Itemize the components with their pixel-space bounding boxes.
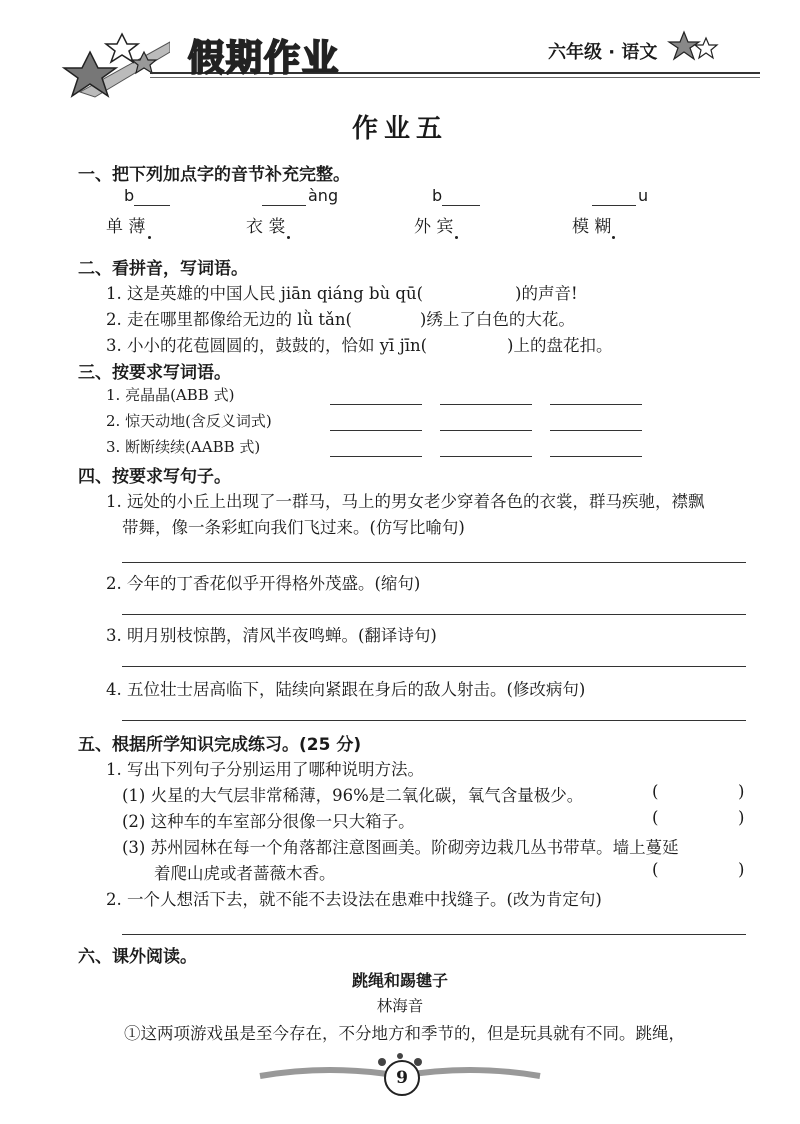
- emphasis-dot: [455, 236, 458, 239]
- section5-s3-line2: 着爬山虎或者蔷薇木香。: [154, 864, 336, 883]
- pinyin-hint-1: b: [124, 186, 135, 205]
- pinyin-blank-2[interactable]: [262, 205, 306, 206]
- section4-q1-line1: 1. 远处的小丘上出现了一群马，马上的男女老少穿着各色的衣裳，群马疾驰，襟飘: [106, 492, 705, 511]
- emphasis-dot: [612, 236, 615, 239]
- answer-blank[interactable]: [440, 444, 532, 457]
- header-title: 假期作业: [188, 38, 341, 79]
- section4-heading: 四、按要求写句子。: [78, 467, 231, 487]
- answer-blank[interactable]: [550, 418, 642, 431]
- answer-blanks: [312, 442, 642, 461]
- paren-open: (: [652, 808, 659, 827]
- answer-line[interactable]: [122, 562, 746, 563]
- item-text: 3. 小小的花苞圆圆的，鼓鼓的，恰如 yī jīn(: [106, 336, 428, 355]
- section5-s2: (2) 这种车的车室部分很像一只大箱子。: [122, 812, 415, 831]
- grade-label: 六年级 · 语文: [548, 42, 658, 63]
- item-label: 1. 亮晶晶(ABB 式): [106, 386, 235, 404]
- word-2: 衣 裳: [246, 217, 286, 237]
- section4-q2: 2. 今年的丁香花似乎开得格外茂盛。(缩句): [106, 574, 421, 593]
- answer-blank[interactable]: [330, 444, 422, 457]
- section5-q2: 2. 一个人想活下去，就不能不去设法在患难中找缝子。(改为肯定句): [106, 890, 602, 909]
- item-text: )绣上了白色的大花。: [419, 310, 575, 329]
- section2-item-3: [106, 332, 612, 356]
- answer-line[interactable]: [122, 720, 746, 721]
- pinyin-hint-4: u: [638, 186, 649, 205]
- answer-box[interactable]: [664, 860, 736, 880]
- section2-item-2: [106, 306, 575, 330]
- answer-blank[interactable]: [550, 392, 642, 405]
- answer-blank[interactable]: [330, 392, 422, 405]
- section5-heading: 五、根据所学知识完成练习。(25 分): [78, 735, 362, 755]
- section4-q1-line2: 带舞，像一条彩虹向我们飞过来。(仿写比喻句): [122, 518, 465, 537]
- paren-close: ): [738, 808, 745, 827]
- emphasis-dot: [148, 236, 151, 239]
- section2-heading: 二、看拼音，写词语。: [78, 259, 248, 279]
- section3-item-2: [106, 410, 272, 431]
- answer-blank[interactable]: [440, 418, 532, 431]
- item-text: 2. 走在哪里都像给无边的 lǜ tǎn(: [106, 310, 352, 329]
- answer-line[interactable]: [122, 614, 746, 615]
- paren-close: ): [738, 860, 745, 879]
- section2-item-1: [106, 280, 578, 304]
- pinyin-hint-2: àng: [308, 186, 339, 205]
- word-1: 单 薄: [106, 217, 146, 237]
- pinyin-hint-3: b: [432, 186, 443, 205]
- reading-title: 跳绳和踢毽子: [351, 971, 448, 990]
- emphasis-dot: [287, 236, 290, 239]
- section5-s1: (1) 火星的大气层非常稀薄，96%是二氧化碳，氧气含量极少。: [122, 786, 584, 805]
- answer-blank[interactable]: [440, 392, 532, 405]
- section3-item-3: [106, 436, 260, 457]
- answer-blanks: [312, 390, 642, 409]
- paren-open: (: [652, 782, 659, 801]
- answer-blank[interactable]: [550, 444, 642, 457]
- header-right-star-icon: [666, 28, 726, 72]
- section6-heading: 六、课外阅读。: [78, 947, 197, 967]
- pinyin-blank-4[interactable]: [592, 205, 636, 206]
- word-4: 模 糊: [572, 217, 612, 237]
- page-number: 9: [384, 1060, 420, 1096]
- pinyin-blank-1[interactable]: [134, 205, 170, 206]
- page-title: 作业五: [351, 114, 448, 144]
- answer-box[interactable]: [664, 808, 736, 828]
- header-star-decoration: [60, 22, 170, 102]
- word-3: 外 宾: [414, 217, 454, 237]
- paren-close: ): [738, 782, 745, 801]
- section5-s3-line1: (3) 苏州园林在每一个角落都注意图画美。阶砌旁边栽几丛书带草。墙上蔓延: [122, 838, 679, 857]
- item-text: )的声音!: [515, 284, 578, 303]
- item-text: )上的盘花扣。: [507, 336, 613, 355]
- item-label: 2. 惊天动地(含反义词式): [106, 412, 272, 430]
- answer-line[interactable]: [122, 934, 746, 935]
- reading-author: 林海音: [376, 997, 424, 1015]
- answer-line[interactable]: [122, 666, 746, 667]
- answer-box[interactable]: [664, 782, 736, 802]
- answer-blanks: [312, 416, 642, 435]
- paren-open: (: [652, 860, 659, 879]
- section3-heading: 三、按要求写词语。: [78, 363, 231, 383]
- section4-q4: 4. 五位壮士居高临下，陆续向紧跟在身后的敌人射击。(修改病句): [106, 680, 586, 699]
- item-text: 1. 这是英雄的中国人民 jiān qiáng bù qū(: [106, 284, 424, 303]
- reading-paragraph-1: ①这两项游戏虽是至今存在，不分地方和季节的，但是玩具就有不同。跳绳，: [124, 1024, 685, 1043]
- section5-q1: 1. 写出下列句子分别运用了哪种说明方法。: [106, 760, 424, 779]
- section4-q3: 3. 明月别枝惊鹊，清风半夜鸣蝉。(翻译诗句): [106, 626, 437, 645]
- section3-item-1: [106, 384, 234, 405]
- pinyin-blank-3[interactable]: [442, 205, 480, 206]
- item-label: 3. 断断续续(AABB 式): [106, 438, 261, 456]
- section1-heading: 一、把下列加点字的音节补充完整。: [78, 165, 350, 185]
- answer-blank[interactable]: [330, 418, 422, 431]
